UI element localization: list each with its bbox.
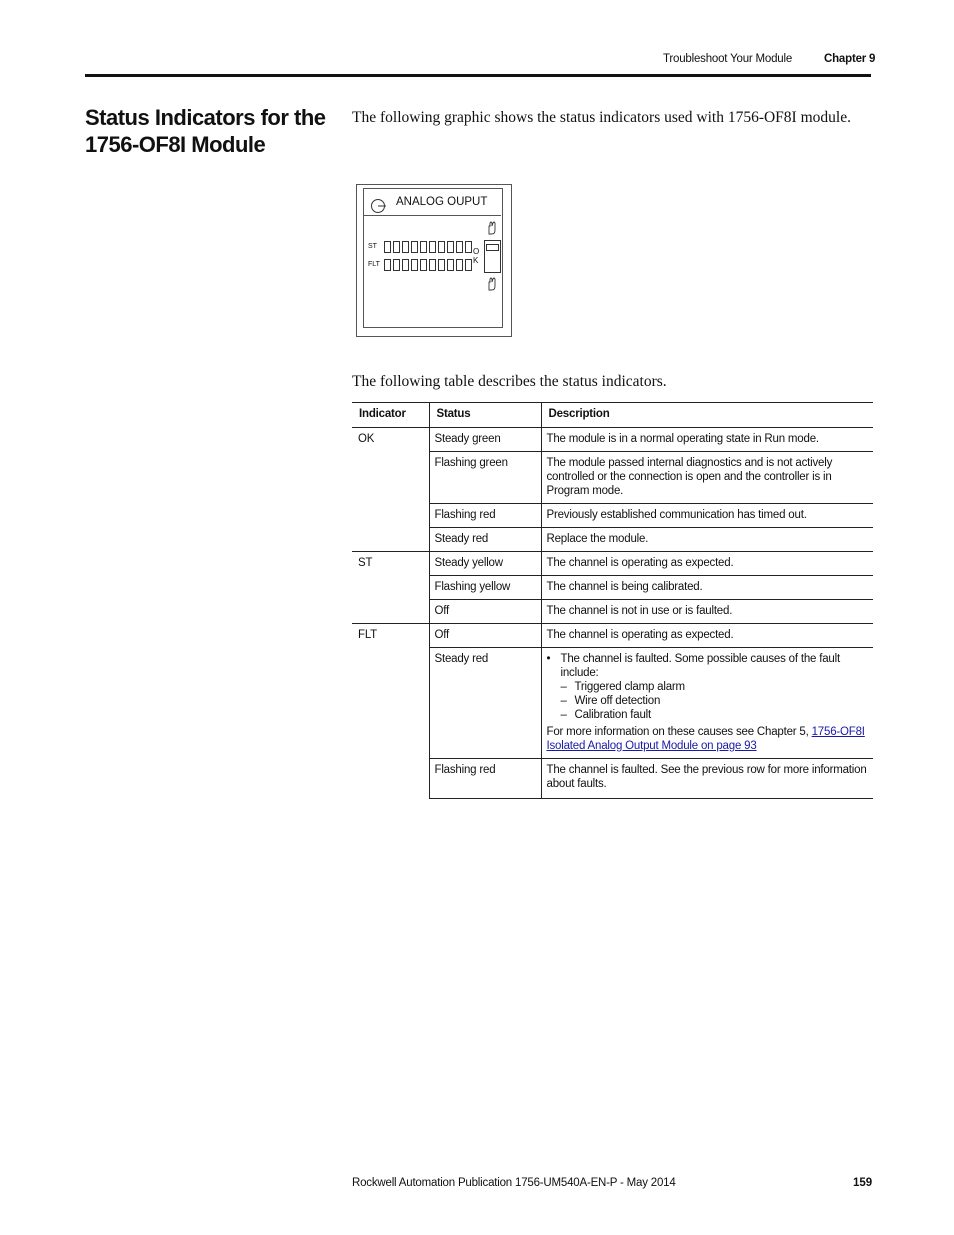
header-rule [85,74,871,77]
description-cell: The channel is not in use or is faulted. [541,600,873,624]
status-cell: Steady red [429,528,541,552]
page-number: 159 [853,1177,873,1189]
description-cell: The channel is operating as expected. [541,552,873,576]
table-row [352,759,873,799]
st-led [447,241,454,253]
status-cell: Off [429,600,541,624]
table-row [352,452,873,504]
status-cell: Flashing red [429,504,541,528]
running-header-chapter: Chapter 9 [824,53,876,65]
description-cell: The module passed internal diagnostics and is not actively controlled or the connection is open and the controller is in Program mode. [541,452,873,504]
flt-led [447,259,454,271]
flt-led [420,259,427,271]
ok-label-o: O [473,247,480,256]
status-cell: Steady green [429,428,541,452]
ok-label-k: K [473,256,479,265]
table-row [352,552,873,576]
description-cell: The channel is faulted. See the previous row for more information about faults. [541,759,873,799]
table-header-row [352,403,873,428]
table-row [352,648,873,759]
chapter-5-link[interactable]: 1756-OF8I Isolated Analog Output Module on page 93 [546,726,865,752]
table-row [352,504,873,528]
table-intro-paragraph: The following table describes the status indicators. [352,373,667,390]
table-row [352,600,873,624]
fault-bullet-list [547,652,869,680]
indicator-cell [352,759,429,799]
st-led [402,241,409,253]
flt-led [429,259,436,271]
fault-cause-item: – Triggered clamp alarm [561,680,869,694]
st-led [429,241,436,253]
module-status-graphic [356,184,512,337]
table-row [352,428,873,452]
indicator-cell: OK [358,433,375,445]
st-led [384,241,391,253]
st-led [465,241,472,253]
description-cell: Previously established communication has timed out. [541,504,873,528]
status-cell: Steady yellow [429,552,541,576]
intro-paragraph: The following graphic shows the status indicators used with 1756-OF8I module. [352,109,851,126]
flt-led [465,259,472,271]
description-cell [541,648,873,759]
st-led [420,241,427,253]
flt-led-row [384,259,472,271]
table-row [352,624,873,648]
description-cell: The channel is being calibrated. [541,576,873,600]
page-title: Status Indicators for the 1756-OF8I Module [85,105,326,157]
st-led-row [384,241,472,253]
flt-led [411,259,418,271]
description-cell: The module is in a normal operating state in Run mode. [541,428,873,452]
flt-led [393,259,400,271]
indicator-cell [352,528,429,552]
flt-led [438,259,445,271]
col-header-description: Description [541,403,873,428]
fault-cause-list [547,680,869,722]
ok-indicator [484,240,501,273]
status-cell: Flashing yellow [429,576,541,600]
st-led [411,241,418,253]
indicator-cell [352,600,429,624]
footer-publication: Rockwell Automation Publication 1756-UM540A-EN-P - May 2014 [352,1177,676,1189]
indicator-cell [352,648,429,759]
description-cell: Replace the module. [541,528,873,552]
st-led [438,241,445,253]
st-led [393,241,400,253]
status-cell: Steady red [429,648,541,759]
st-led [456,241,463,253]
more-info-line [547,725,869,753]
flt-label: FLT [368,261,380,268]
indicator-cell: FLT [358,629,377,641]
latch-bottom-icon [487,277,497,291]
indicator-cell [352,576,429,600]
st-label: ST [368,243,377,250]
table-row [352,576,873,600]
rotate-arrow-icon [370,198,386,214]
fault-cause-item: – Calibration fault [561,708,869,722]
running-header-section: Troubleshoot Your Module [663,53,793,65]
latch-top-icon [487,221,497,235]
status-indicator-table [352,402,873,799]
col-header-status: Status [429,403,541,428]
indicator-cell: ST [358,557,373,569]
description-cell: The channel is operating as expected. [541,624,873,648]
indicator-cell [352,504,429,528]
flt-led [402,259,409,271]
fault-cause-item: – Wire off detection [561,694,869,708]
table-row [352,528,873,552]
flt-led [456,259,463,271]
more-info-prefix: For more information on these causes see Chapter 5, [546,726,812,738]
col-header-indicator: Indicator [352,403,429,428]
status-cell: Flashing red [429,759,541,799]
indicator-cell [352,452,429,504]
status-cell: Flashing green [429,452,541,504]
module-title: ANALOG OUPUT [396,196,488,208]
fault-bullet: • The channel is faulted. Some possible causes of the fault include: [547,652,869,680]
status-cell: Off [429,624,541,648]
flt-led [384,259,391,271]
